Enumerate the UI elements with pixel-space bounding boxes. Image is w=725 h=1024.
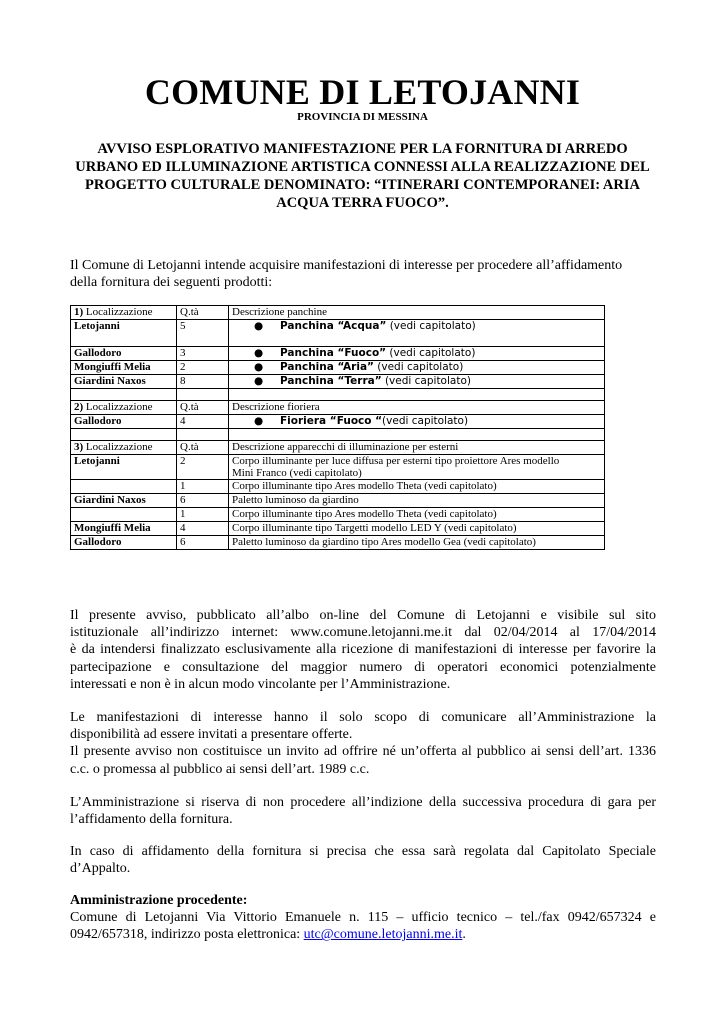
paragraph-line: Il presente avviso, pubblicato all’albo on-line del Comune di Letojanni e visibile sul sito [70,608,656,623]
qty-header: Q.tà [177,306,229,320]
bullet-icon: ● [254,375,264,387]
table-spacer-row [71,429,605,441]
desc-text: Corpo illuminante tipo Targetti modello LED Y (vedi capitolato) [229,522,605,536]
desc-header: Descrizione panchine [229,306,605,320]
desc-text: Corpo illuminante per luce diffusa per esterni tipo proiettore Ares modello [232,455,560,467]
desc-text: Mini Franco (vedi capitolato) [232,467,362,479]
loc-cell: Letojanni [71,320,177,347]
table-row [71,508,605,522]
loc-cell: Mongiuffi Melia [71,361,177,375]
desc-text: Corpo illuminante tipo Ares modello Theta (vedi capitolato) [229,508,605,522]
qty-header: Q.tà [177,441,229,455]
paragraph-line: L’Amministrazione si riserva di non procedere all’indizione della successiva procedura di gara per [70,795,656,810]
section-number: 1) [74,306,84,318]
heading-line: AVVISO ESPLORATIVO MANIFESTAZIONE PER LA FORNITURA DI ARREDO [97,141,628,157]
qty-cell: 2 [177,455,229,480]
reservation-paragraph [70,794,656,828]
table-row [71,415,605,429]
paragraph-line: Comune di Letojanni Via Vittorio Emanuele n. 115 – ufficio tecnico – tel./fax 0942/657324 e [70,910,656,926]
paragraph-line: Le manifestazioni di interesse hanno il solo scopo di comunicare all’Amministrazione la [70,710,656,725]
product-name: Fioriera “Fuoco “ [280,415,383,427]
bullet-icon: ● [254,347,264,359]
page-title: COMUNE DI LETOJANNI [144,72,581,112]
qty-cell: 3 [177,347,229,361]
loc-header: Localizzazione [83,401,153,413]
table-row [71,347,605,361]
loc-cell: Gallodoro [71,415,177,429]
table-row [71,320,605,347]
section-number: 3) [74,441,84,453]
paragraph-line: c.c. o promessa al pubblico ai sensi dell’art. 1989 c.c. [70,761,370,777]
product-name: Panchina “Terra” [280,375,382,387]
table-spacer-row [71,389,605,401]
heading-line: PROGETTO CULTURALE DENOMINATO: “ITINERARI CONTEMPORANEI: ARIA [85,177,640,193]
desc-header: Descrizione fioriera [229,401,605,415]
qty-cell: 6 [177,536,229,550]
table-row [71,480,605,494]
product-name: Panchina “Acqua” [280,320,387,332]
product-note: (vedi capitolato) [386,347,476,359]
loc-cell: Giardini Naxos [71,375,177,389]
intro-line: Il Comune di Letojanni intende acquisire manifestazioni di interesse per procedere all’affidamento [70,258,623,273]
heading-line: URBANO ED ILLUMINAZIONE ARTISTICA CONNESSI ALLA REALIZZAZIONE DEL [75,159,650,175]
table-row [71,536,605,550]
paragraph-line: d’Appalto. [70,861,131,877]
table-header-row [71,441,605,455]
loc-cell: Gallodoro [71,347,177,361]
table-row [71,375,605,389]
product-note: (vedi capitolato) [386,320,476,332]
products-table [70,305,605,550]
product-note: (vedi capitolato) [373,361,464,373]
paragraph-line: interessati e non è in alcun modo vincolante per l’Amministrazione. [70,676,451,692]
table-row [71,522,605,536]
admin-line-end: . [462,927,466,943]
administration-section [70,892,656,944]
qty-header: Q.tà [177,401,229,415]
bullet-icon: ● [254,361,264,373]
loc-cell [71,508,177,522]
qty-cell: 4 [177,415,229,429]
loc-header: Localizzazione [83,306,153,318]
page-subtitle: PROVINCIA DI MESSINA [297,111,428,123]
qty-cell: 1 [177,508,229,522]
desc-text: Paletto luminoso da giardino tipo Ares modello Gea (vedi capitolato) [229,536,605,550]
purpose-paragraph [70,709,656,778]
loc-cell: Mongiuffi Melia [71,522,177,536]
bullet-icon: ● [254,320,264,332]
table-header-row [71,401,605,415]
notice-heading [60,140,665,212]
qty-cell: 4 [177,522,229,536]
loc-cell: Giardini Naxos [71,494,177,508]
paragraph-line: disponibilità ad essere invitati a presentare offerte. [70,727,353,743]
paragraph-line: istituzionale all’indirizzo internet: www.comune.letojanni.me.it dal 02/04/2014 al 17/04/2014 [70,625,656,641]
product-name: Panchina “Fuoco” [280,347,387,359]
bullet-icon: ● [254,415,264,427]
contract-paragraph [70,843,656,877]
paragraph-line: Il presente avviso non costituisce un invito ad offrire né un’offerta al pubblico ai sensi dell’art. 1336 [70,744,656,760]
desc-text: Corpo illuminante tipo Ares modello Theta (vedi capitolato) [229,480,605,494]
table-row [71,494,605,508]
loc-cell [71,480,177,494]
email-link[interactable]: utc@comune.letojanni.me.it [303,927,463,943]
admin-line-text: 0942/657318, indirizzo posta elettronica: [70,927,304,943]
qty-cell: 6 [177,494,229,508]
paragraph-line: l’affidamento della fornitura. [70,812,233,828]
loc-header: Localizzazione [83,441,153,453]
admin-title: Amministrazione procedente: [70,893,248,908]
notice-paragraph [70,607,656,693]
heading-line: ACQUA TERRA FUOCO”. [276,195,449,211]
paragraph-line [70,926,656,943]
paragraph-line: partecipazione e consultazione del maggior numero di operatori economici potenzialmente [70,659,656,675]
qty-cell: 1 [177,480,229,494]
paragraph-line: In caso di affidamento della fornitura si precisa che essa sarà regolata dal Capitolato Speciale [70,844,656,859]
qty-cell: 5 [177,320,229,347]
table-row [71,455,605,480]
intro-paragraph [70,257,660,291]
qty-cell: 8 [177,375,229,389]
product-note: (vedi capitolato) [381,375,471,387]
product-note: (vedi capitolato) [382,415,469,427]
qty-cell: 2 [177,361,229,375]
loc-cell: Letojanni [71,455,177,480]
product-name: Panchina “Aria” [280,361,374,373]
intro-line: della fornitura dei seguenti prodotti: [70,275,273,290]
table-header-row [71,306,605,320]
section-number: 2) [74,401,84,413]
desc-header: Descrizione apparecchi di illuminazione per esterni [229,441,605,455]
desc-text: Paletto luminoso da giardino [229,494,605,508]
table-row [71,361,605,375]
loc-cell: Gallodoro [71,536,177,550]
paragraph-line: è da intendersi finalizzato esclusivamente alla ricezione di manifestazioni di interesse per favorire la [70,642,656,658]
